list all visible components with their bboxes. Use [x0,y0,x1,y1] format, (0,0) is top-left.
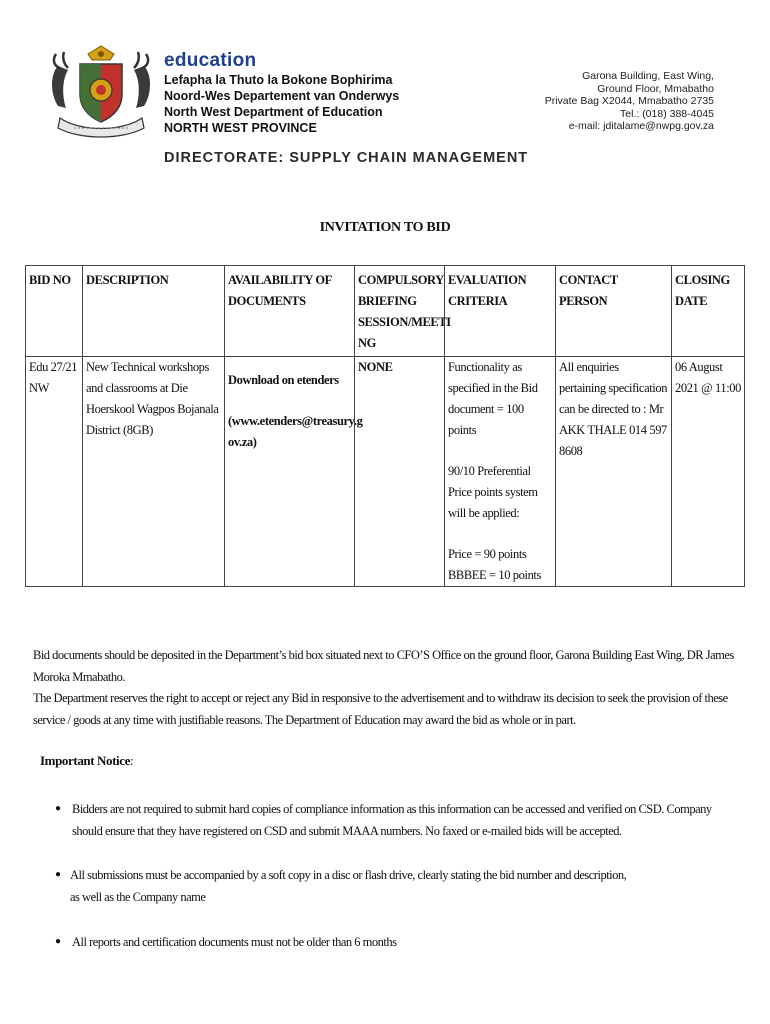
cell-description: New Technical workshops and classrooms at Die Hoerskool Wagpos Bojanala District (8GB) [83,357,225,587]
list-item [55,931,672,953]
header-evaluation: EVALUATION CRITERIA [445,266,556,357]
availability-url: (www.etenders@treasury.g ov.za) [228,414,363,449]
table-header-row [26,266,745,357]
paragraph-deposit: Bid documents should be deposited in the Department’s bid box situated next to CFO’S Office on the ground floor, Garona Building East Wing, DR James Moroka Mmabatho. [33,648,734,684]
cell-bid-no: Edu 27/21 NW [26,357,83,587]
address-block [545,70,714,133]
header-description: DESCRIPTION [83,266,225,357]
availability-download: Download on etenders [228,373,339,387]
eval-bbbee: BBBEE = 10 points [448,568,541,582]
cell-closing: 06 August 2021 @ 11:00 [672,357,745,587]
org-education-word: education [164,50,257,71]
bullet-text: All reports and certification documents must not be older than 6 months [72,935,397,949]
cell-availability [225,357,363,587]
org-province: NORTH WEST PROVINCE [164,121,317,135]
cell-evaluation [445,357,556,587]
organization-names [164,50,399,136]
bullet-icon: ● [55,803,61,814]
address-email: e-mail: jditalame@nwpg.gov.za [568,120,714,132]
header-bid-no: BID NO [26,266,83,357]
table-row [26,357,745,587]
bullet-text: Bidders are not required to submit hard copies of compliance information as this information can be accessed and verified on CSD. Company should ensure that they have registered on CSD and submit MAAA numbers. No faxed or e-mailed bids will be accepted. [72,802,712,838]
eval-price: Price = 90 points [448,547,527,561]
page-title: INVITATION TO BID [319,220,451,235]
org-name-afrikaans: Noord-Wes Departement van Onderwys [164,89,400,103]
header-availability: AVAILABILITY OF DOCUMENTS [225,266,355,357]
org-name-english: North West Department of Education [164,105,383,119]
paragraph-rights: The Department reserves the right to accept or reject any Bid in responsive to the advertisement and to withdraw its decision to seek the provision of these service / goods at any time with justifiable reasons. The Department of Education may award the bid as whole or in part. [33,691,728,727]
directorate-heading: DIRECTORATE: SUPPLY CHAIN MANAGEMENT [164,150,529,166]
eval-preferential: 90/10 Preferential Price points system will be applied: [448,464,538,520]
cell-briefing: NONE [355,357,445,587]
bid-table [25,265,745,587]
list-item [55,798,742,842]
address-phone: Tel.: (018) 388-4045 [620,107,714,120]
address-line: Private Bag X2044, Mmabatho 2735 [544,95,714,107]
header-briefing: COMPULSORY BRIEFING SESSION/MEETI NG [355,266,445,357]
coat-of-arms-logo [44,44,158,140]
org-name-setswana: Lefapha la Thuto la Bokone Bophirima [164,73,393,87]
notice-label: Important Notice [40,753,130,768]
bullet-icon: ● [55,936,61,947]
header-closing: CLOSING DATE [672,266,745,357]
important-notice-heading [40,753,133,769]
address-line: Ground Floor, Mmabatho [597,82,714,95]
address-line: Garona Building, East Wing, [582,70,714,82]
bullet-icon: ● [55,869,61,880]
eval-functionality: Functionality as specified in the Bid document = 100 points [448,360,538,437]
cell-contact: All enquiries pertaining specification can be directed to : Mr AKK THALE 014 597 8608 [556,357,672,587]
list-item [55,864,630,908]
bullet-text: All submissions must be accompanied by a soft copy in a disc or flash drive, clearly stating the bid number and description, as well as the Company name [70,868,627,904]
notice-colon: : [130,753,134,768]
header-contact: CONTACT PERSON [556,266,672,357]
